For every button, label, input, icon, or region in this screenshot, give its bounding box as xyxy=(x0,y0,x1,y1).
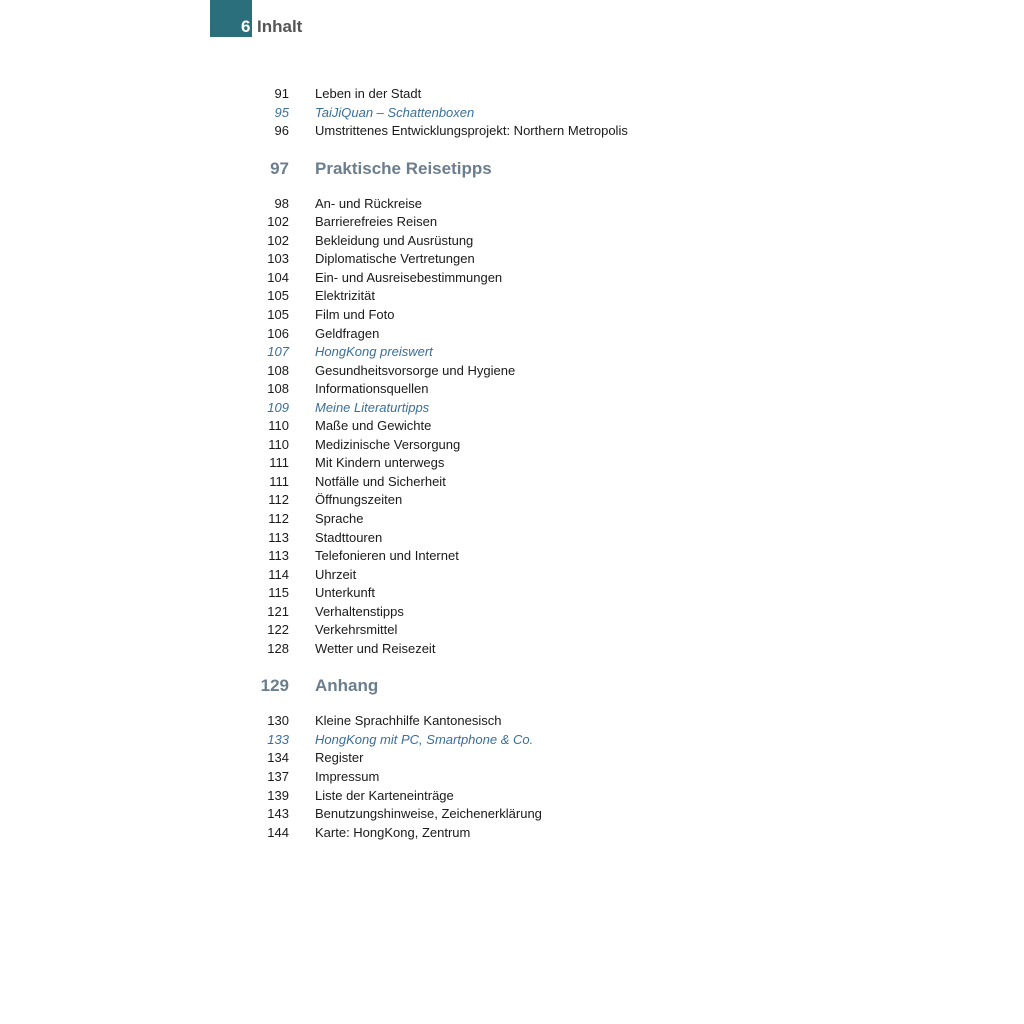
toc-page-number: 143 xyxy=(267,806,289,821)
toc-page-number: 113 xyxy=(268,548,289,563)
toc-entry-title: Umstrittenes Entwicklungsprojekt: Northern Metropolis xyxy=(315,123,628,138)
toc-entry-title: Verhaltenstipps xyxy=(315,604,404,619)
page-number: 6 xyxy=(241,17,251,36)
toc-page-number: 130 xyxy=(267,713,289,728)
toc-page-number: 111 xyxy=(269,474,289,489)
toc-page-number: 106 xyxy=(267,326,289,341)
toc-entry-title: Mit Kindern unterwegs xyxy=(315,455,445,470)
toc-page-number: 112 xyxy=(268,492,289,507)
toc-page-number: 137 xyxy=(267,769,289,784)
toc-entry-title: Benutzungshinweise, Zeichenerklärung xyxy=(315,806,542,821)
toc-entry-title: Liste der Karteneinträge xyxy=(315,788,454,803)
toc-page-number: 121 xyxy=(267,604,289,619)
toc-entry-title: Gesundheitsvorsorge und Hygiene xyxy=(315,363,516,378)
toc-entry-title: Notfälle und Sicherheit xyxy=(315,474,446,489)
toc-entry-title: Impressum xyxy=(315,769,380,784)
toc-entry-title: Sprache xyxy=(315,511,364,526)
toc-entry-title: Karte: HongKong, Zentrum xyxy=(315,825,471,840)
toc-page-number: 122 xyxy=(267,622,289,637)
toc-page-number: 109 xyxy=(267,400,289,415)
toc-page-number: 108 xyxy=(267,363,289,378)
toc-entry-title: HongKong mit PC, Smartphone & Co. xyxy=(315,732,534,747)
toc-entry-title: Barrierefreies Reisen xyxy=(315,214,438,229)
toc-entry-title: Maße und Gewichte xyxy=(315,418,432,433)
toc-page-number: 91 xyxy=(274,86,289,101)
toc-entry-title: Geldfragen xyxy=(315,326,380,341)
toc-page-number: 112 xyxy=(268,511,289,526)
toc-page-number: 144 xyxy=(267,825,289,840)
toc-entry-title: Film und Foto xyxy=(315,307,395,322)
toc-page-number: 115 xyxy=(268,585,289,600)
toc-entry-title: Informationsquellen xyxy=(315,381,429,396)
toc-page-number: 104 xyxy=(267,270,289,285)
toc-entry-title: Elektrizität xyxy=(315,288,375,303)
toc-page-number: 134 xyxy=(267,750,289,765)
toc-entry-title: Diplomatische Vertretungen xyxy=(315,251,475,266)
toc-entry-title: Wetter und Reisezeit xyxy=(315,641,436,656)
toc-entry-title: Kleine Sprachhilfe Kantonesisch xyxy=(315,713,502,728)
toc-page-number: 110 xyxy=(268,418,289,433)
toc-entry-title: Anhang xyxy=(315,676,379,695)
toc-entry-title: Telefonieren und Internet xyxy=(315,548,459,563)
toc-page-number: 97 xyxy=(270,159,289,178)
toc-page-number: 102 xyxy=(267,233,289,248)
toc-entry-title: TaiJiQuan – Schattenboxen xyxy=(315,105,475,120)
toc-page-number: 95 xyxy=(274,105,289,120)
toc-page-number: 133 xyxy=(267,732,289,747)
toc-page-number: 102 xyxy=(267,214,289,229)
toc-entry-title: Medizinische Versorgung xyxy=(315,437,461,452)
toc-page-number: 98 xyxy=(274,196,289,211)
toc-page-number: 114 xyxy=(268,567,289,582)
toc-page-number: 111 xyxy=(269,455,289,470)
toc-entry-title: Öffnungszeiten xyxy=(315,492,403,507)
toc-page-number: 105 xyxy=(267,288,289,303)
toc-page-number: 129 xyxy=(260,676,289,695)
toc-page-number: 96 xyxy=(274,123,289,138)
toc-page-number: 113 xyxy=(268,530,289,545)
toc-entry-title: Uhrzeit xyxy=(315,567,357,582)
toc-page-number: 108 xyxy=(267,381,289,396)
toc-page-number: 128 xyxy=(267,641,289,656)
toc-entry-title: Leben in der Stadt xyxy=(315,86,422,101)
toc-entry-title: Praktische Reisetipps xyxy=(315,159,492,178)
toc-page-number: 107 xyxy=(267,344,289,359)
toc-entry-title: Verkehrsmittel xyxy=(315,622,398,637)
toc-entry-title: Ein- und Ausreisebestimmungen xyxy=(315,270,503,285)
toc-page-number: 110 xyxy=(268,437,289,452)
toc-page-number: 105 xyxy=(267,307,289,322)
toc-entry-title: Meine Literaturtipps xyxy=(315,400,430,415)
toc-entry-title: HongKong preiswert xyxy=(315,344,433,359)
toc-entry-title: An- und Rückreise xyxy=(315,196,422,211)
toc-entry-title: Bekleidung und Ausrüstung xyxy=(315,233,474,248)
toc-entry-title: Register xyxy=(315,750,364,765)
toc-entry-title: Unterkunft xyxy=(315,585,375,600)
toc-entry-title: Stadttouren xyxy=(315,530,383,545)
toc-page-number: 139 xyxy=(267,788,289,803)
page-title: Inhalt xyxy=(257,17,303,36)
toc-page-number: 103 xyxy=(267,251,289,266)
